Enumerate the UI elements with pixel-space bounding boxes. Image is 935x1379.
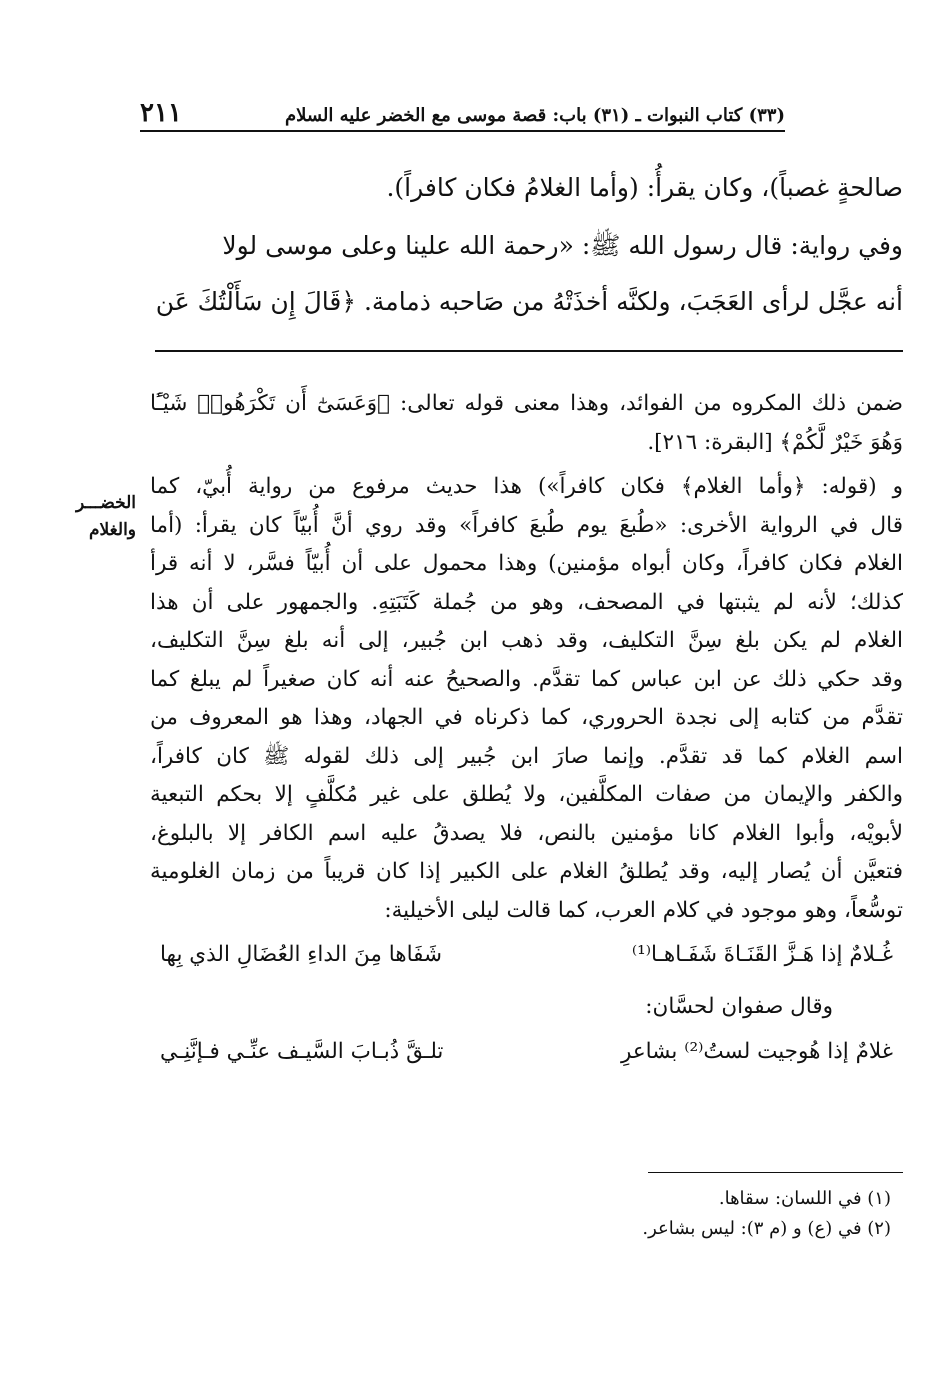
running-header <box>140 96 785 132</box>
footnotes <box>150 1184 891 1244</box>
section-divider <box>155 350 903 352</box>
margin-note-line: الخضـــر <box>76 493 136 513</box>
commentary-line: توسُّعاً، وهو موجود في كلام العرب، كما قالت ليلى الأخيلية: <box>384 897 903 923</box>
poetry-verse <box>150 1033 903 1072</box>
commentary-line: وَهُوَ خَيْرٌ لَّكُمْ﴾ [البقرة: ٢١٦]. <box>647 429 903 455</box>
poetry-verse <box>150 936 903 975</box>
footnote: (٢) في (ع) و (م ٣): ليس بشاعر. <box>642 1218 891 1239</box>
footnote-rule <box>648 1172 903 1173</box>
commentary-line: فتعيَّن أن يُصار إليه، وقد يُطلقُ الغلام على الكبير إذا كان قريباً من زمان الغلومية <box>150 859 903 884</box>
commentary-line: و (قوله: ﴿وأما الغلام﴾ فكان كافراً») هذا حديث مرفوع من رواية أُبيّ، كما <box>150 474 903 499</box>
commentary-paragraph <box>150 385 903 462</box>
verse-hemistich-right: غُـلامٌ إذا هَـزَّ القَنَـاةَ شَفَـاهـا⁽¹⁾ <box>631 942 893 967</box>
margin-note-line: والغلام <box>89 520 136 540</box>
footnote: (١) في اللسان: سقاها. <box>718 1188 891 1209</box>
commentary-line: لأبويْه، وأبوا الغلام كانا مؤمنين بالنص، فلا يصدقُ عليه اسم الكافر إلا بالبلوغ، <box>150 820 903 846</box>
commentary-line: ضمن ذلك المكروه من الفوائد، وهذا معنى قوله تعالى: ﴿وَعَسَىٰٓ أَن تَكْرَهُوا۟ شَيْـًٔا <box>150 391 903 416</box>
hadith-line: وفي رواية: قال رسول الله ﷺ: «رحمة الله علينا وعلى موسى لولا <box>222 231 903 260</box>
verse-intro: وقال صفوان لحسَّان: <box>645 993 833 1019</box>
commentary-paragraph <box>150 468 903 930</box>
commentary-text <box>150 385 903 1071</box>
hadith-text <box>150 160 903 330</box>
verse-hemistich-right: غلامٌ إذا هُوجيت لستُ⁽²⁾ بشاعرِ <box>620 1038 893 1064</box>
commentary-line: اسم الغلام كما قد تقدَّم. وإنما صارَ ابن جُبير إلى ذلك لقوله ﷺ كان كافراً، <box>150 743 903 769</box>
commentary-line: الغلام لم يكن بلغ سِنَّ التكليف، وقد ذهب ابن جُبير، إلى أنه بلغ سِنَّ التكليف، <box>150 628 903 653</box>
commentary-line: والكفر والإيمان من صفات المكلَّفين، ولا يُطلق على غير مُكلَّفٍ إلا بحكم التبعية <box>150 782 903 807</box>
margin-note <box>24 490 136 544</box>
header-title: (٣٣) كتاب النبوات ـ (٣١) باب: قصة موسى مع الخضر عليه السلام <box>284 105 785 126</box>
verse-hemistich-left: تلـقَّ ذُبـابَ السَّيـف عنِّـي فـإنَّنِـي <box>160 1038 444 1064</box>
hadith-line: أنه عجَّل لرأى العَجَبَ، ولكنَّه أخذَتْهُ من صَاحبه ذمامة. ﴿قَالَ إِن سَأَلْتُكَ عَن <box>155 287 903 316</box>
commentary-line: كذلك؛ لأنه لم يثبتها في المصحف، وهو من جُملة كَتَبَتِهِ. والجمهور على أن هذا <box>150 589 903 615</box>
hadith-line: صالحةٍ غصباً)، وكان يقرأُ: (وأما الغلامُ فكان كافراً). <box>386 173 903 202</box>
commentary-line: تقدَّم من كتابه إلى نجدة الحروري، كما ذكرناه في الجهاد، وهذا هو المعروف من <box>150 705 903 730</box>
commentary-line: وقد حكي ذلك عن ابن عباس كما تقدَّم. والصحيحُ عنه أنه كان صغيراً لم يبلغ كما <box>150 666 903 692</box>
commentary-line: قال في الرواية الأخرى: «طُبعَ يوم طُبعَ كافراً» وقد روي أنَّ أُبيّاً كان يقرأ: (أما <box>150 512 903 538</box>
page-number: ٢١١ <box>140 98 182 128</box>
verse-hemistich-left: شَفَاها مِنَ الداءِ العُضَالِ الذي بِها <box>160 942 443 967</box>
commentary-line: الغلام فكان كافراً، وكان أبواه مؤمنين) وهذا محمول على أن أُبيّاً فسَّر، لا أنه قرأ <box>150 551 903 576</box>
